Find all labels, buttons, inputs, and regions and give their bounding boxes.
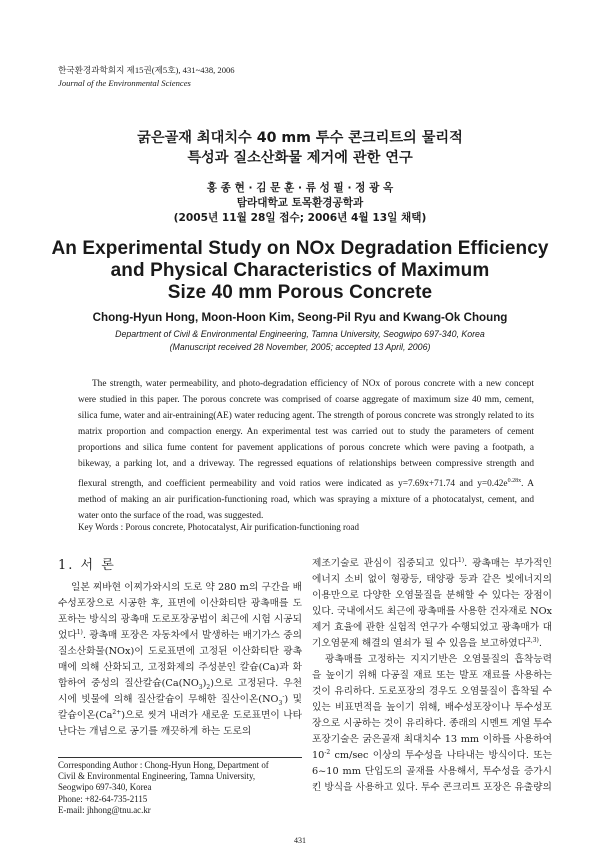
footnote-phone: Phone: +82-64-735-2115: [58, 793, 148, 804]
intro-sup-2plus: 2+: [112, 708, 122, 716]
intro-text-f: )으로 씻겨 내려가 새로운 도로표면이 나타난다는 개념으로 공기를 깨끗하게 하는 도로의: [58, 710, 302, 737]
left-column: [58, 558, 302, 740]
right-sup-exp: -2: [324, 748, 331, 756]
right-text-b: . 광촉매는 부가적인 에너지 소비 없이 형광등, 태양광 등과 같은 빛에너지의 이용만으로 다양한 오염물질을 분해할 수 있다는 장점이 있다. 국내에서도 최근에 광촉매를 사용한 건자재로 NOx 제거 효율에 관한 실험적 연구가 수행되었고 광촉매가 대기오염문제 해결의 열쇠가 될 수 있음을 보고하였다: [312, 558, 552, 649]
right-text-e: cm/sec 이상의 투수성을 나타내는 방식이다. 또는 6~10 mm 단입도의 골재를 사용해서, 투수성을 증가시킨 방식을 사용하고 있다. 투수 콘크리트 포장은 유출량의: [312, 750, 552, 793]
intro-sub-2: 2: [206, 683, 211, 691]
right-ref-1: 1): [457, 556, 465, 564]
intro-text-d: )으로 고정된다. 우천시에 빗물에 의해 질산칼슘이 무해한 질산이온(NO: [58, 678, 302, 705]
intro-sub-3: 3: [198, 683, 203, 691]
english-title-line-1: An Experimental Study on NOx Degradation Efficiency: [51, 238, 549, 259]
abstract-text-2: . A method of making an air purification-functioning road, which was spraying a mixture of a photocatalyst, cement, and water onto the surface of the road, was suggested.: [78, 478, 534, 521]
journal-header: [58, 64, 235, 90]
abstract-paragraph: [78, 376, 534, 524]
intro-text-a: 일본 찌바현 이찌가와시의 도로 약 280 m의 구간을 배수성포장으로 시공한 후, 표면에 이산화티탄 광촉매를 도포하는 방식의 광촉매 도로포장공법이 최근에 시험 시공되었다: [58, 582, 302, 641]
korean-authors-block: [0, 181, 600, 226]
intro-text-c: ): [202, 678, 207, 689]
korean-affiliation: 탐라대학교 토목환경공학과: [236, 197, 364, 209]
footnote-email: E-mail: jhhong@tnu.ac.kr: [58, 804, 151, 815]
right-text-d: 광촉매를 고정하는 지지기반은 오염물질의 흡착능력을 높이기 위해 다공질 재료 또는 발포 재료를 사용하는 것이 유리하다. 도로포장의 경우도 오염물질이 흡착될 수 있는 비표면적을 높이기 위해, 배수성포장이나 투수성포장으로 시공하는 것이 유리하다. 종래의 시멘트 계열 투수 포장기술은 굵은골재 최대치수 13 mm 이하를 사용하여 10: [312, 654, 552, 761]
journal-name: Journal of the Environmental Sciences: [58, 78, 191, 88]
corresponding-author-footnote: [58, 757, 302, 816]
korean-dates: (2005년 11월 28일 접수; 2006년 4월 13일 채택): [173, 212, 427, 224]
right-ref-2: 2,3): [527, 636, 539, 644]
right-column: [312, 556, 552, 796]
intro-paragraph-1: [58, 580, 302, 740]
korean-title: [0, 128, 600, 168]
intro-sub-3b: 3: [278, 699, 283, 707]
english-title: [0, 238, 600, 304]
korean-title-line-1: 굵은골재 최대치수 40 mm 투수 콘크리트의 물리적: [137, 130, 463, 146]
right-text-c: .: [538, 638, 542, 649]
intro-text-b: . 광촉매 포장은 자동차에서 발생하는 배기가스 중의 질소산화물(NOx)이 도로표면에 고정된 이산화티탄 광촉매에 의해 산화되고, 고정화제의 주성분인 칼슘(Ca)과 화합하여 중성의 질산칼슘(Ca(NO: [58, 630, 302, 689]
section-heading-introduction: 1. 서 론: [58, 558, 116, 573]
journal-citation: 한국환경과학회지 제15권(제5호), 431~438, 2006: [58, 65, 235, 75]
right-paragraph-2: [312, 652, 552, 796]
korean-title-line-2: 특성과 질소산화물 제거에 관한 연구: [187, 150, 413, 166]
footnote-line-2: Civil & Environmental Engineering, Tamna University,: [58, 771, 256, 782]
english-authors: Chong-Hyun Hong, Moon-Hoon Kim, Seong-Pil Ryu and Kwang-Ok Choung: [92, 311, 508, 324]
abstract: [78, 376, 534, 524]
abstract-exponent: 0.28x: [507, 477, 522, 484]
right-text-a: 제조기술로 관심이 집중되고 있다: [312, 558, 458, 569]
footnote-line-3: Seogwipo 697-340, Korea: [58, 782, 152, 793]
intro-ref-1: 1): [76, 628, 83, 636]
keywords: Key Words : Porous concrete, Photocatalyst, Air purification-functioning road: [78, 522, 360, 532]
page-number: 431: [294, 836, 306, 845]
korean-authors: 홍 종 현 · 김 문 훈 · 류 성 필 · 정 광 옥: [206, 182, 394, 194]
english-title-line-3: Size 40 mm Porous Concrete: [167, 282, 433, 303]
intro-text-e: ) 및 칼슘이온(Ca: [58, 694, 302, 721]
right-paragraph-1: [312, 556, 552, 652]
english-affiliation: Department of Civil & Environmental Engineering, Tamna University, Seogwipo 697-340, Korea: [115, 329, 485, 339]
english-affiliation-block: [0, 328, 600, 353]
intro-sup-minus: -: [282, 692, 285, 700]
abstract-text-1: The strength, water permeability, and photo-degradation efficiency of NOx of porous concrete with a new concept were studied in this paper. The porous concrete was comprised of coarse aggregate of maximum size 40 mm, cement, silica fume, water and air-entraining(AE) water reducing agent. The strength of porous concrete was strongly related to its matrix proportion and compaction energy. An experimental test was carried out to study the parameters of cement proportions and silica fume content for pavement applications of porous concrete which were paving a footpath, a bikeway, a parking lot, and a driveway. The regressed equations of relationships between compressive strength and flexural strength, and coefficient permeability and void ratios were indicated as y=7.69x+71.74 and y=0.42e: [78, 379, 534, 489]
english-dates: (Manuscript received 28 November, 2005; accepted 13 April, 2006): [169, 341, 431, 352]
footnote-line-1: Corresponding Author : Chong-Hyun Hong, Department of: [58, 760, 269, 770]
english-title-line-2: and Physical Characteristics of Maximum: [110, 260, 490, 281]
